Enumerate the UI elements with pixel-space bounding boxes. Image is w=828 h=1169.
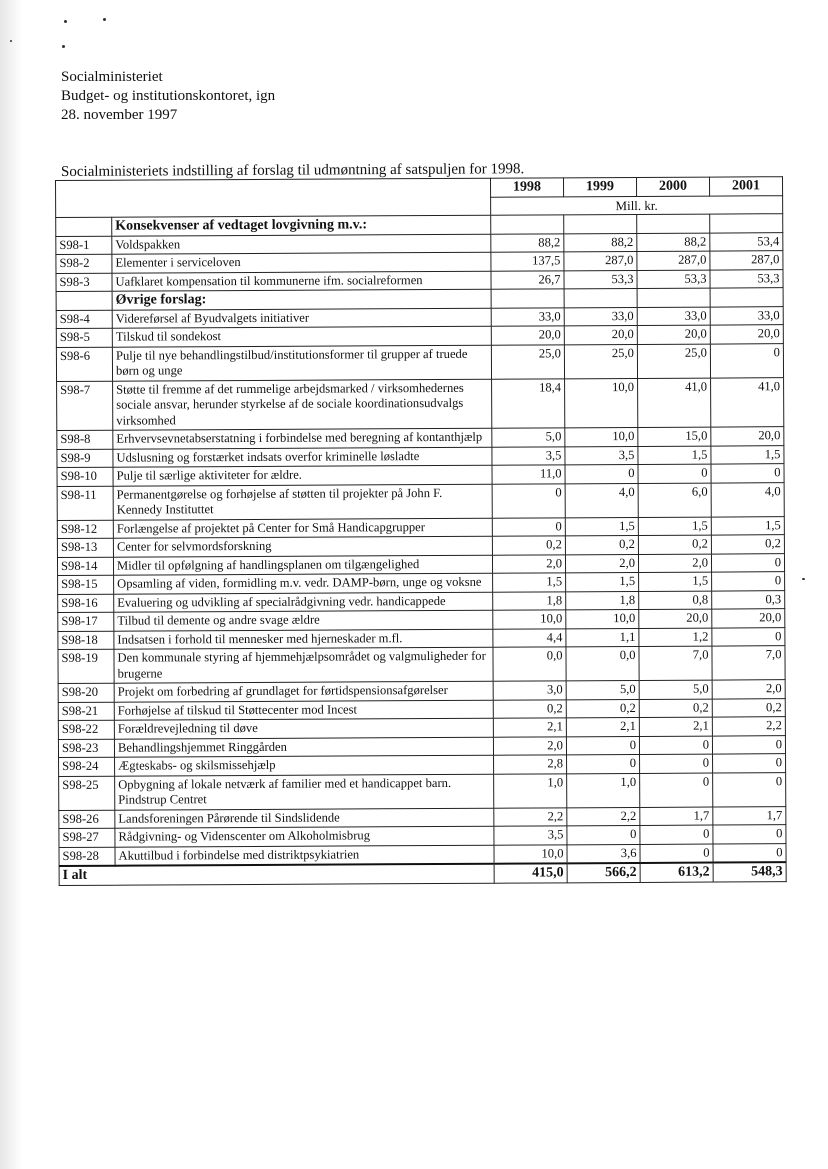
- row-value-2001: 2,2: [712, 717, 785, 736]
- row-value-2001: 53,4: [710, 232, 783, 251]
- row-value-2001: 2,0: [712, 680, 785, 699]
- scan-speck: [62, 45, 65, 48]
- row-value-2001: 0: [713, 772, 786, 806]
- row-value-2000: 0: [640, 825, 713, 844]
- year-header-2001: 2001: [709, 177, 782, 196]
- row-code: S98-11: [57, 486, 113, 520]
- table-row: [59, 772, 786, 810]
- section-title: Konsekvenser af vedtaget lovgivning m.v.:: [112, 215, 491, 235]
- row-value-2000: 25,0: [637, 344, 710, 378]
- total-value-1998: 415,0: [494, 863, 567, 882]
- row-value-1998: 2,8: [494, 755, 567, 774]
- row-value-2001: 4,0: [711, 482, 784, 516]
- total-value-1999: 566,2: [567, 863, 640, 882]
- table-row: [56, 343, 783, 381]
- row-code: S98-4: [56, 310, 112, 329]
- row-value-1998: 0,0: [493, 647, 566, 681]
- row-value-1999: 4,0: [565, 483, 638, 517]
- row-value-2001: 0,3: [712, 590, 785, 609]
- row-description: Pulje til nye behandlingstilbud/institutionsformer til grupper af truede børn og unge: [112, 345, 491, 381]
- row-code: S98-20: [58, 683, 114, 702]
- total-value-2000: 613,2: [640, 863, 713, 882]
- row-value-1999: 0,0: [566, 646, 639, 680]
- row-value-1998: 1,0: [494, 773, 567, 807]
- row-value-1999: 1,0: [567, 773, 640, 807]
- row-value-1999: 1,1: [566, 628, 639, 647]
- table-row: [57, 377, 784, 430]
- row-value-1999: 2,2: [567, 807, 640, 826]
- row-value-1999: 0: [567, 754, 640, 773]
- row-value-2000: 20,0: [637, 325, 710, 344]
- row-value-1998: 20,0: [491, 326, 564, 345]
- row-code: S98-22: [58, 720, 114, 739]
- row-value-1998: 3,5: [492, 446, 565, 465]
- row-description: Elementer i serviceloven: [112, 252, 491, 272]
- section-empty-cell: [491, 215, 564, 234]
- row-code: S98-14: [57, 557, 113, 576]
- row-value-2001: 0: [712, 735, 785, 754]
- row-value-1998: 0,2: [492, 536, 565, 555]
- row-value-1999: 0: [566, 736, 639, 755]
- row-description: Forhøjelse af tilskud til Støttecenter mod Incest: [114, 700, 493, 720]
- row-value-2000: 1,2: [639, 628, 712, 647]
- row-value-2000: 7,0: [639, 646, 712, 680]
- row-description: Midler til opfølgning af handlingsplanen om tilgængelighed: [113, 555, 492, 575]
- row-description: Evaluering og udvikling af specialrådgivning vedr. handicappede: [114, 592, 493, 612]
- row-value-2001: 33,0: [710, 306, 783, 325]
- row-value-2001: 1,5: [711, 516, 784, 535]
- row-code: S98-13: [57, 538, 113, 557]
- row-code: S98-1: [56, 236, 112, 255]
- row-value-1998: 2,2: [494, 807, 567, 826]
- section-empty-cell: [564, 214, 637, 233]
- row-description: Støtte til fremme af det rummelige arbejdsmarked / virksomhedernes sociale ansvar, herunder styrkelse af de sociale koordinationsudvalgs virksomhed: [113, 379, 492, 430]
- row-value-1999: 88,2: [564, 233, 637, 252]
- scan-edge-shadow: [0, 0, 22, 1169]
- row-value-1999: 287,0: [564, 251, 637, 270]
- row-value-2000: 0: [640, 773, 713, 807]
- row-value-1999: 5,0: [566, 680, 639, 699]
- row-value-2000: 33,0: [637, 307, 710, 326]
- section-code-cell: [56, 217, 112, 236]
- row-code: S98-16: [58, 594, 114, 613]
- row-code: S98-26: [59, 810, 115, 829]
- row-value-2000: 6,0: [638, 483, 711, 517]
- row-value-1999: 3,5: [565, 446, 638, 465]
- section-empty-cell: [710, 288, 783, 307]
- section-empty-cell: [637, 288, 710, 307]
- row-code: S98-5: [56, 328, 112, 347]
- row-value-1998: 2,0: [493, 736, 566, 755]
- unit-label: Mill. kr.: [491, 195, 783, 215]
- row-description: Erhvervsevnetabserstatning i forbindelse med beregning af kontanthjælp: [113, 428, 492, 448]
- row-value-2000: 1,7: [640, 807, 713, 826]
- row-value-2000: 0,2: [638, 535, 711, 554]
- row-value-1998: 33,0: [491, 307, 564, 326]
- row-value-1999: 25,0: [564, 344, 637, 378]
- row-description: Rådgivning- og Videnscenter om Alkoholmisbrug: [115, 826, 494, 846]
- row-value-2000: 53,3: [637, 270, 710, 289]
- row-description: Tilskud til sondekost: [112, 326, 491, 346]
- row-code: S98-2: [56, 254, 112, 273]
- row-description: Projekt om forbedring af grundlaget for førtidspensionsafgørelser: [114, 681, 493, 701]
- row-code: S98-24: [59, 757, 115, 776]
- row-code: S98-27: [59, 828, 115, 847]
- row-code: S98-28: [59, 847, 115, 866]
- row-description: Ægteskabs- og skilsmissehjælp: [115, 755, 494, 775]
- row-value-2001: 0: [710, 343, 783, 377]
- row-description: Pulje til særlige aktiviteter for ældre.: [113, 465, 492, 485]
- row-code: S98-19: [58, 649, 114, 683]
- row-value-1998: 5,0: [492, 428, 565, 447]
- section-empty-cell: [564, 288, 637, 307]
- row-description: Akuttilbud i forbindelse med distriktpsykiatrien: [115, 845, 494, 866]
- row-value-2000: 1,5: [638, 446, 711, 465]
- table-row: [58, 646, 785, 684]
- row-value-2000: 41,0: [638, 378, 711, 428]
- row-value-2001: 0: [712, 572, 785, 591]
- row-value-2000: 0,2: [639, 699, 712, 718]
- row-value-1998: 88,2: [491, 233, 564, 252]
- row-description: Forlængelse af projektet på Center for Små Handicapgrupper: [113, 518, 492, 538]
- row-code: S98-21: [58, 702, 114, 721]
- row-value-1998: 25,0: [491, 344, 564, 378]
- row-value-1999: 0,2: [565, 535, 638, 554]
- row-code: S98-25: [59, 776, 115, 810]
- row-value-2001: 0: [711, 464, 784, 483]
- row-value-2001: 0: [713, 825, 786, 844]
- row-description: Opsamling af viden, formidling m.v. vedr. DAMP-børn, unge og voksne: [114, 573, 493, 593]
- row-value-2001: 1,7: [713, 806, 786, 825]
- scan-speck: [103, 18, 106, 21]
- row-value-2001: 7,0: [712, 646, 785, 680]
- row-code: S98-17: [58, 612, 114, 631]
- section-empty-cell: [637, 214, 710, 233]
- row-value-2000: 1,5: [638, 517, 711, 536]
- row-value-1998: 4,4: [493, 628, 566, 647]
- budget-table: [55, 176, 787, 885]
- row-description: Opbygning af lokale netværk af familier med et handicappet barn. Pindstrup Centret: [115, 774, 494, 810]
- row-value-1998: 2,1: [493, 718, 566, 737]
- row-value-1998: 10,0: [493, 610, 566, 629]
- row-value-1998: 0,2: [493, 699, 566, 718]
- row-value-1999: 10,0: [565, 378, 638, 428]
- row-description: Center for selvmordsforskning: [113, 536, 492, 556]
- row-value-1998: 2,0: [492, 554, 565, 573]
- row-value-1999: 1,5: [566, 572, 639, 591]
- row-value-1998: 3,0: [493, 681, 566, 700]
- row-code: S98-6: [56, 347, 112, 381]
- row-code: S98-12: [57, 520, 113, 539]
- row-description: Uafklaret kompensation til kommunerne ifm. socialreformen: [112, 271, 491, 291]
- row-value-2000: 0: [640, 844, 713, 863]
- row-value-1998: 18,4: [492, 378, 565, 428]
- row-value-2001: 20,0: [710, 325, 783, 344]
- row-code: S98-7: [57, 381, 113, 431]
- table-caption: Socialministeriets indstilling af forslag til udmøntning af satspuljen for 1998.: [60, 161, 525, 180]
- row-value-2001: 0,2: [711, 535, 784, 554]
- row-value-2001: 1,5: [711, 445, 784, 464]
- row-description: Videreførsel af Byudvalgets initiativer: [112, 308, 491, 328]
- row-value-2000: 0: [639, 736, 712, 755]
- row-code: S98-18: [58, 631, 114, 650]
- scan-speck: [10, 40, 12, 42]
- section-empty-cell: [710, 214, 783, 233]
- row-value-1999: 1,8: [566, 591, 639, 610]
- row-value-2001: 0,2: [712, 698, 785, 717]
- scan-speck: [802, 578, 805, 580]
- row-value-2000: 5,0: [639, 680, 712, 699]
- row-code: S98-9: [57, 449, 113, 468]
- scan-speck: [64, 20, 67, 23]
- row-value-1999: 2,0: [565, 554, 638, 573]
- row-code: S98-23: [58, 739, 114, 758]
- row-value-1999: 0: [567, 825, 640, 844]
- row-value-1998: 1,5: [493, 573, 566, 592]
- total-row: [59, 862, 786, 885]
- year-header-1998: 1998: [490, 178, 563, 197]
- row-value-1998: 10,0: [494, 844, 567, 863]
- row-description: Landsforeningen Pårørende til Sindslidende: [115, 808, 494, 828]
- row-description: Tilbud til demente og andre svage ældre: [114, 610, 493, 630]
- row-code: S98-15: [58, 575, 114, 594]
- row-value-1999: 53,3: [564, 270, 637, 289]
- row-value-1999: 20,0: [564, 325, 637, 344]
- row-value-1998: 0: [492, 517, 565, 536]
- header-blank-cell: [56, 178, 491, 217]
- office-name: Budget- og institutionskontoret, ign: [61, 88, 276, 104]
- row-value-1999: 2,1: [566, 717, 639, 736]
- row-value-1999: 0,2: [566, 699, 639, 718]
- total-value-2001: 548,3: [713, 862, 786, 881]
- total-label: I alt: [59, 864, 494, 885]
- row-value-1998: 137,5: [491, 252, 564, 271]
- row-value-2000: 15,0: [638, 427, 711, 446]
- year-header-1999: 1999: [563, 177, 636, 196]
- row-value-1999: 0: [565, 464, 638, 483]
- row-value-2000: 0,8: [639, 591, 712, 610]
- row-description: Indsatsen i forhold til mennesker med hjerneskader m.fl.: [114, 629, 493, 649]
- row-value-2000: 2,1: [639, 717, 712, 736]
- row-value-2001: 53,3: [710, 269, 783, 288]
- row-value-1999: 3,6: [567, 844, 640, 863]
- row-value-2001: 41,0: [711, 377, 784, 427]
- row-value-1998: 26,7: [491, 270, 564, 289]
- row-value-1999: 10,0: [565, 427, 638, 446]
- row-value-2001: 0: [713, 843, 786, 862]
- row-value-2001: 0: [713, 754, 786, 773]
- section-code-cell: [56, 291, 112, 310]
- row-code: S98-8: [57, 430, 113, 449]
- row-value-1998: 1,8: [493, 591, 566, 610]
- row-value-2000: 287,0: [637, 251, 710, 270]
- row-value-2001: 20,0: [711, 427, 784, 446]
- row-code: S98-3: [56, 273, 112, 292]
- row-value-2001: 0: [712, 627, 785, 646]
- row-value-1999: 33,0: [564, 307, 637, 326]
- row-value-1999: 10,0: [566, 609, 639, 628]
- row-value-1999: 1,5: [565, 517, 638, 536]
- row-value-2001: 0: [711, 553, 784, 572]
- row-value-2000: 0: [638, 464, 711, 483]
- row-description: Behandlingshjemmet Ringgården: [114, 737, 493, 757]
- table-row: [57, 482, 784, 520]
- row-value-2000: 0: [640, 754, 713, 773]
- row-value-2000: 88,2: [637, 233, 710, 252]
- row-value-1998: 0: [492, 483, 565, 517]
- document-date: 28. november 1997: [61, 107, 178, 123]
- row-description: Forældrevejledning til døve: [114, 718, 493, 738]
- row-value-2000: 20,0: [639, 609, 712, 628]
- row-description: Den kommunale styring af hjemmehjælpsområdet og valgmuligheder for brugerne: [114, 647, 493, 683]
- row-value-1998: 11,0: [492, 465, 565, 484]
- row-value-2000: 1,5: [639, 572, 712, 591]
- row-description: Voldspakken: [112, 234, 491, 254]
- org-name: Socialministeriet: [61, 69, 163, 85]
- row-value-2001: 287,0: [710, 251, 783, 270]
- section-title: Øvrige forslag:: [112, 289, 491, 309]
- year-header-2000: 2000: [636, 177, 709, 196]
- row-description: Udslusning og forstærket indsats overfor kriminelle løsladte: [113, 447, 492, 467]
- row-description: Permanentgørelse og forhøjelse af støtten til projekter på John F. Kennedy Instituttet: [113, 484, 492, 520]
- row-value-2000: 2,0: [638, 554, 711, 573]
- letter-header: [61, 68, 275, 125]
- row-code: S98-10: [57, 467, 113, 486]
- row-value-2001: 20,0: [712, 609, 785, 628]
- section-empty-cell: [491, 289, 564, 308]
- row-value-1998: 3,5: [494, 826, 567, 845]
